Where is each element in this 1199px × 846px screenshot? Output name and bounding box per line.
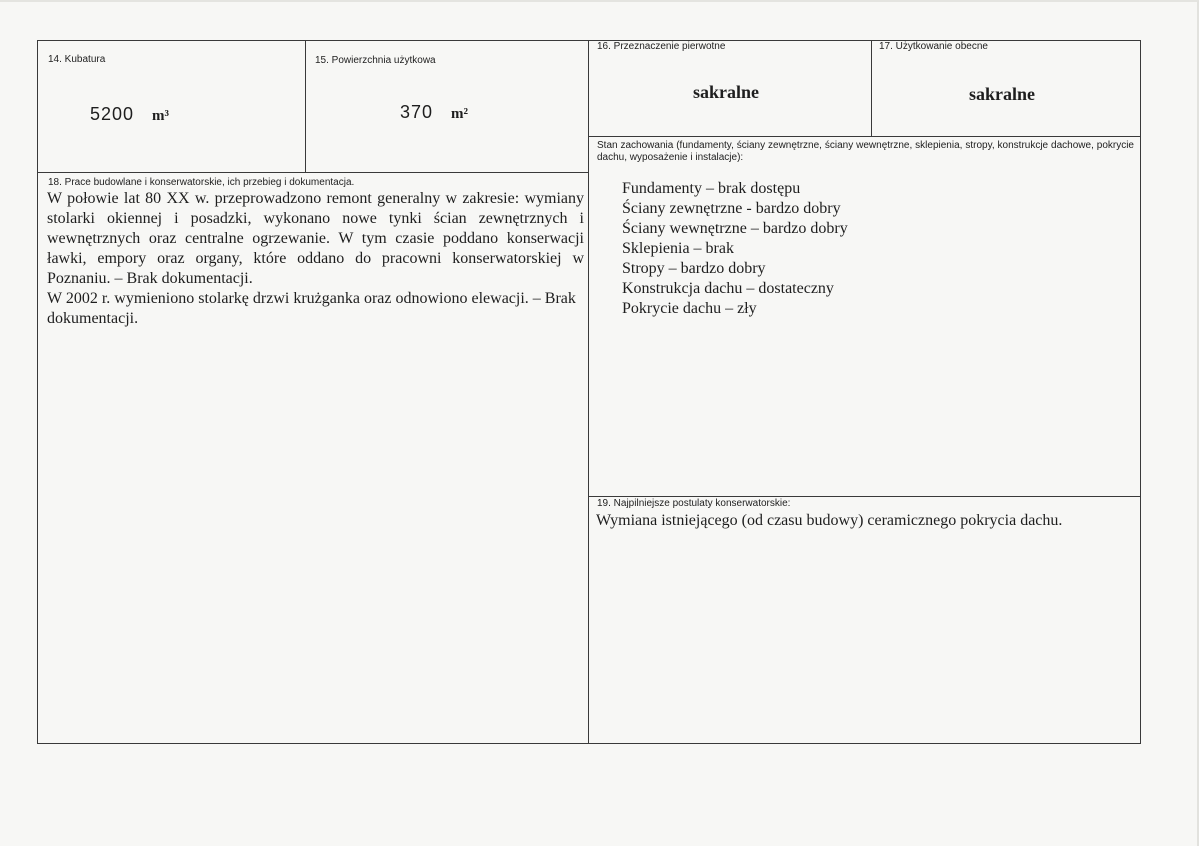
postulaty-text: Wymiana istniejącego (od czasu budowy) ceramicznego pokrycia dachu.: [596, 512, 1063, 529]
field-przeznaczenie: [589, 41, 871, 136]
stan-item: Stropy – bardzo dobry: [622, 260, 766, 277]
przeznaczenie-value: sakralne: [693, 82, 760, 102]
kubatura-value: 5200: [90, 104, 135, 124]
kubatura-value-group: [90, 104, 169, 125]
field-postulaty: [589, 497, 1141, 744]
stan-zachowania-label: Stan zachowania (fundamenty, ściany zewnętrzne, ściany wewnętrzne, sklepienia, stropy, konstrukcje dachowe, pokrycie dachu, wyposażenie i instalacje):: [597, 140, 1134, 163]
postulaty-label: 19. Najpilniejsze postulaty konserwatorskie:: [597, 498, 791, 509]
kubatura-unit: m³: [152, 108, 170, 124]
prace-paragraph: W 2002 r. wymieniono stolarkę drzwi krużganka oraz odnowiono elewacji. – Brak dokumentacji.: [47, 290, 576, 327]
stan-item: Ściany zewnętrzne - bardzo dobry: [622, 200, 841, 217]
uzytkowanie-label: 17. Użytkowanie obecne: [879, 41, 988, 52]
przeznaczenie-label: 16. Przeznaczenie pierwotne: [597, 41, 726, 52]
prace-label: 18. Prace budowlane i konserwatorskie, ich przebieg i dokumentacja.: [48, 177, 355, 188]
powierzchnia-value: 370: [400, 102, 434, 122]
prace-text: [47, 189, 584, 329]
stan-item: Pokrycie dachu – zły: [622, 300, 757, 317]
powierzchnia-unit: m²: [451, 106, 469, 122]
stan-item: Sklepienia – brak: [622, 240, 734, 257]
record-card: [37, 40, 1141, 744]
stan-item: Fundamenty – brak dostępu: [622, 180, 801, 197]
uzytkowanie-value: sakralne: [969, 84, 1036, 104]
powierzchnia-value-group: [400, 102, 468, 123]
stan-item: Konstrukcja dachu – dostateczny: [622, 280, 834, 297]
field-stan-zachowania: [589, 137, 1141, 496]
prace-paragraph: W połowie lat 80 XX w. przeprowadzono remont generalny w zakresie: wymiany stolarki okiennej i posadzki, wykonano nowe tynki ścian zewnętrznych i wewnętrznych oraz centralne ogrzewanie. W tym czasie poddano konserwacji ławki, empory oraz organy, które oddano do pracowni konserwatorskiej w Poznaniu. – Brak dokumentacji.: [47, 190, 584, 287]
field-powierzchnia: [306, 41, 588, 172]
powierzchnia-label: 15. Powierzchnia użytkowa: [315, 55, 436, 66]
stan-zachowania-list: [622, 179, 848, 319]
field-kubatura: [38, 41, 305, 172]
field-prace: [38, 173, 588, 744]
field-uzytkowanie: [872, 41, 1141, 136]
kubatura-label: 14. Kubatura: [48, 54, 106, 65]
stan-item: Ściany wewnętrzne – bardzo dobry: [622, 220, 848, 237]
